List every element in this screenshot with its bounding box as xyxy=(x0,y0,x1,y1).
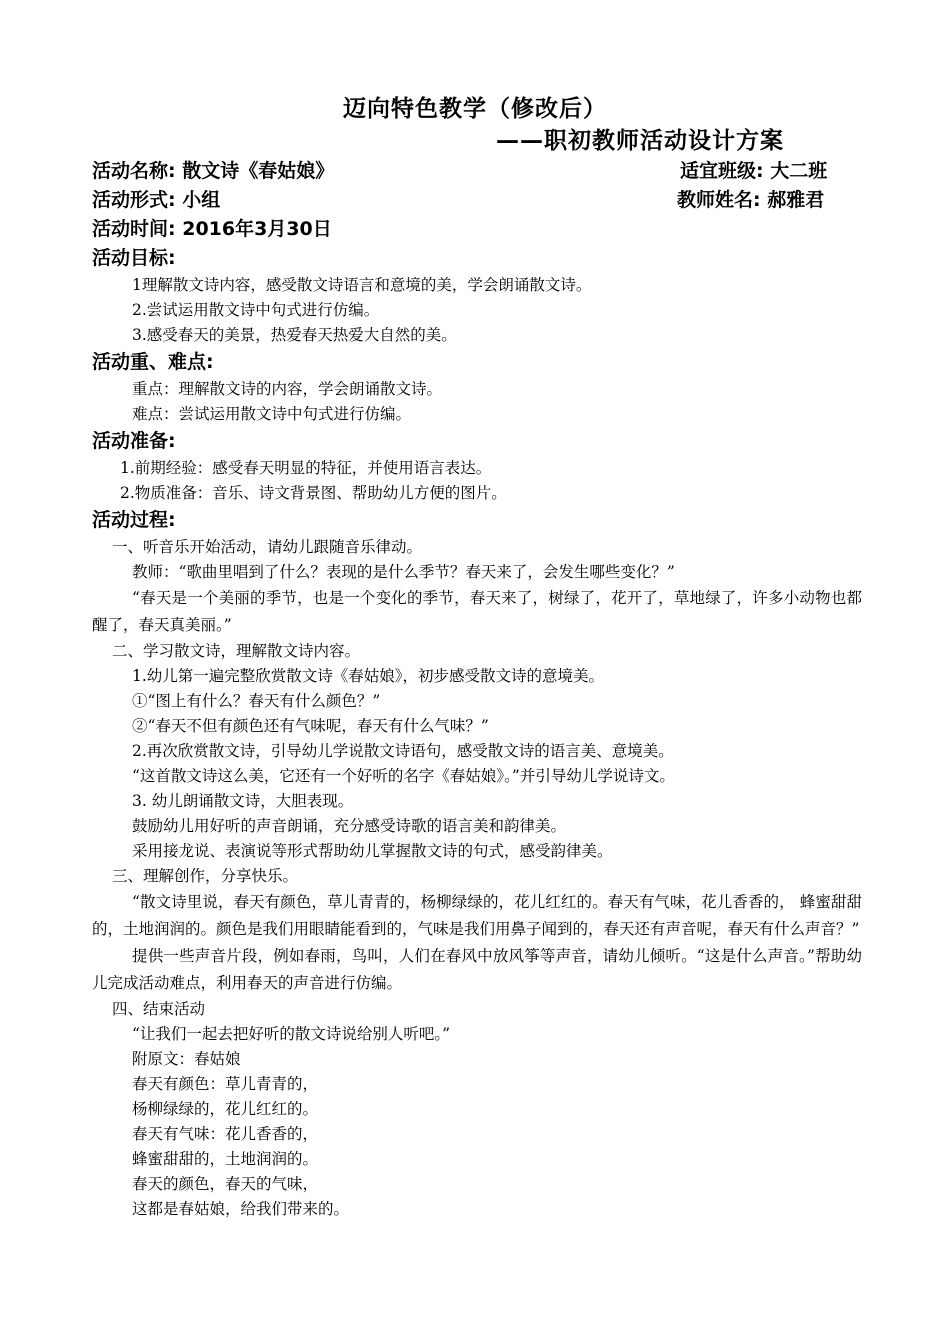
goal-item: 3.感受春天的美景，热爱春天热爱大自然的美。 xyxy=(132,326,457,344)
info-row-name xyxy=(92,157,862,186)
activity-time-value: 2016年3月30日 xyxy=(182,218,332,240)
process-section-title: 二、学习散文诗，理解散文诗内容。 xyxy=(112,642,361,660)
activity-name-value: 散文诗《春姑娘》 xyxy=(182,160,335,182)
activity-time-label: 活动时间: xyxy=(92,218,176,240)
key-point-item: 重点：理解散文诗的内容，学会朗诵散文诗。 xyxy=(132,380,443,398)
process-heading: 活动过程: xyxy=(92,509,176,531)
key-points-heading: 活动重、难点: xyxy=(92,351,214,373)
poem-line: 蜂蜜甜甜的，土地润润的。 xyxy=(132,1150,319,1168)
goal-item: 2.尝试运用散文诗中句式进行仿编。 xyxy=(132,301,380,319)
poem-title: 附原文：春姑娘 xyxy=(132,1050,241,1068)
process-section-title: 三、理解创作，分享快乐。 xyxy=(112,867,299,885)
process-line: 2.再次欣赏散文诗，引导幼儿学说散文诗语句，感受散文诗的语言美、意境美。 xyxy=(132,742,674,760)
class-label: 适宜班级: xyxy=(680,160,764,182)
info-row-form xyxy=(92,186,862,215)
process-line: 3. 幼儿朗诵散文诗，大胆表现。 xyxy=(132,792,354,810)
class-value: 大二班 xyxy=(770,160,828,182)
process-line: 采用接龙说、表演说等形式帮助幼儿掌握散文诗的句式，感受韵律美。 xyxy=(132,842,613,860)
process-line: 教师：“歌曲里唱到了什么？表现的是什么季节？春天来了，会发生哪些变化？” xyxy=(132,563,675,581)
goals-heading: 活动目标: xyxy=(92,247,176,269)
preparation-item: 1.前期经验：感受春天明显的特征，并使用语言表达。 xyxy=(120,459,492,477)
document-body xyxy=(92,157,862,1222)
teacher-value: 郝雅君 xyxy=(767,189,825,211)
poem-line: 杨柳绿绿的，花儿红红的。 xyxy=(132,1100,319,1118)
poem-line: 春天有气味：花儿香香的， xyxy=(132,1125,319,1143)
teacher-label: 教师姓名: xyxy=(677,189,761,211)
process-line: “让我们一起去把好听的散文诗说给别人听吧。” xyxy=(132,1025,451,1043)
poem-line: 这都是春姑娘，给我们带来的。 xyxy=(132,1200,350,1218)
document-subtitle: ——职初教师活动设计方案 xyxy=(496,128,784,154)
process-line: “这首散文诗这么美，它还有一个好听的名字《春姑娘》。”并引导幼儿学说诗文。 xyxy=(132,767,675,785)
activity-form-value: 小组 xyxy=(182,189,221,211)
preparation-item: 2.物质准备：音乐、诗文背景图、帮助幼儿方便的图片。 xyxy=(120,484,507,502)
process-section-title: 四、结束活动 xyxy=(112,1000,206,1018)
key-point-item: 难点：尝试运用散文诗中句式进行仿编。 xyxy=(132,405,412,423)
process-line: ②“春天不但有颜色还有气味呢，春天有什么气味？” xyxy=(132,717,489,735)
process-paragraph: “春天是一个美丽的季节，也是一个变化的季节，春天来了，树绿了，花开了，草地绿了，许多小动物也都醒了，春天真美丽。” xyxy=(92,589,862,634)
preparation-heading: 活动准备: xyxy=(92,430,176,452)
process-paragraph: “散文诗里说，春天有颜色，草儿青青的，杨柳绿绿的，花儿红红的。春天有气味，花儿香香的， 蜂蜜甜甜的，土地润润的。颜色是我们用眼睛能看到的，气味是我们用鼻子闻到的，春天还有声音呢，春天有什么声音？” xyxy=(92,893,862,938)
activity-name-label: 活动名称: xyxy=(92,160,176,182)
process-section-title: 一、听音乐开始活动，请幼儿跟随音乐律动。 xyxy=(112,538,423,556)
document-title: 迈向特色教学（修改后） xyxy=(343,96,607,122)
info-row-time xyxy=(92,215,862,244)
process-line: 1.幼儿第一遍完整欣赏散文诗《春姑娘》，初步感受散文诗的意境美。 xyxy=(132,667,605,685)
process-line: 鼓励幼儿用好听的声音朗诵，充分感受诗歌的语言美和韵律美。 xyxy=(132,817,567,835)
activity-form-label: 活动形式: xyxy=(92,189,176,211)
poem-line: 春天有颜色：草儿青青的， xyxy=(132,1075,319,1093)
process-paragraph: 提供一些声音片段，例如春雨，鸟叫，人们在春风中放风筝等声音，请幼儿倾听。“这是什么声音。”帮助幼儿完成活动难点，利用春天的声音进行仿编。 xyxy=(92,947,862,992)
process-line: ①“图上有什么？春天有什么颜色？” xyxy=(132,692,381,710)
goal-item: 1理解散文诗内容，感受散文诗语言和意境的美，学会朗诵散文诗。 xyxy=(132,276,592,294)
poem-line: 春天的颜色，春天的气味， xyxy=(132,1175,319,1193)
